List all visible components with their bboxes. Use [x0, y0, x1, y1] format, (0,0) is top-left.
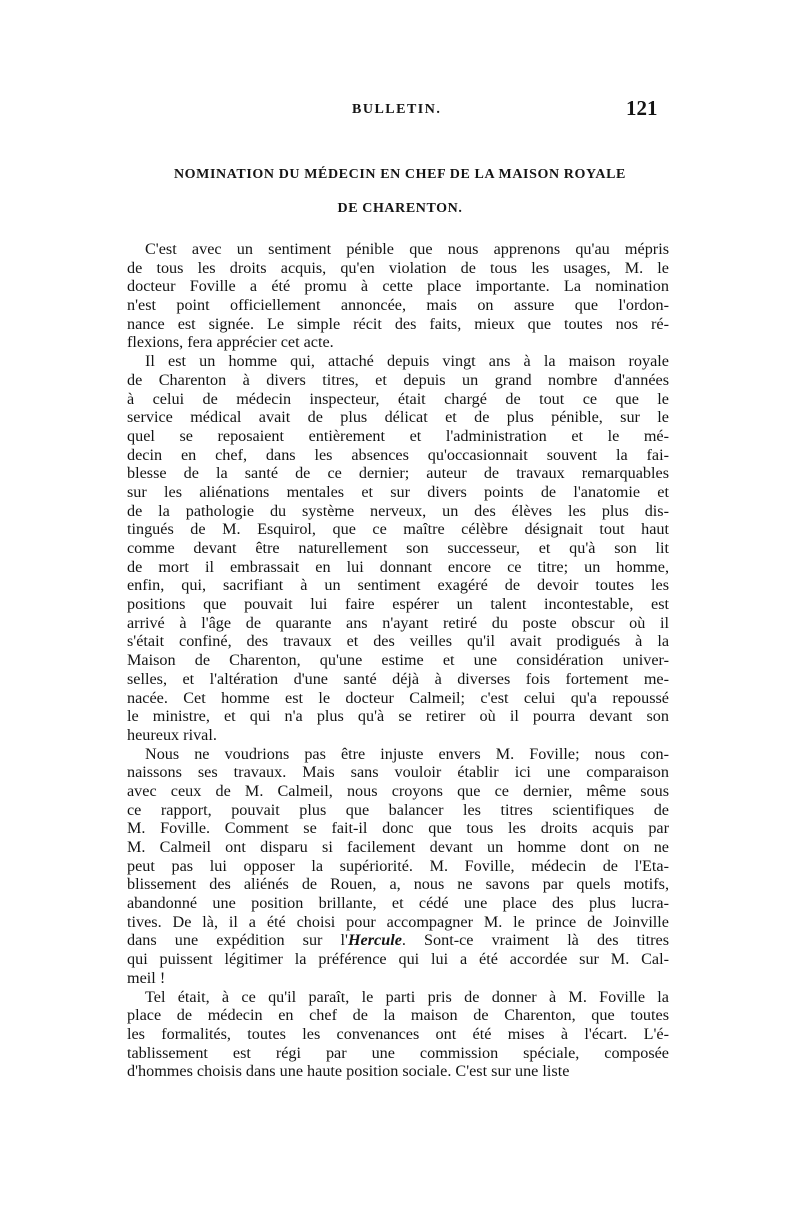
text-line: meil ! — [127, 968, 166, 987]
paragraph — [127, 240, 669, 352]
text-line: s'était confiné, des travaux et des veilles qu'il avait prodigués à la — [127, 632, 669, 651]
text-line: les formalités, toutes les convenances ont été mises à l'écart. L'é- — [127, 1024, 669, 1043]
article-title-line: NOMINATION DU MÉDECIN EN CHEF DE LA MAISON ROYALE — [173, 167, 627, 182]
text-line: de mort il embrassait en lui donnant encore ce titre; un homme, — [127, 557, 669, 576]
text-line: de la pathologie du système nerveux, un des élèves les plus dis- — [127, 501, 669, 520]
text-line: Maison de Charenton, qu'une estime et une considération univer- — [127, 651, 669, 670]
ship-name: Hercule — [347, 931, 402, 950]
text-line: M. Calmeil ont disparu si facilement devant un homme dont on ne — [127, 838, 669, 856]
text-line: comme devant être naturellement son successeur, et qu'à son lit — [127, 539, 669, 557]
text-line: nance est signée. Le simple récit des faits, mieux que toutes nos ré- — [127, 314, 669, 333]
text-line: Tel était, à ce qu'il paraît, le parti pris de donner à M. Foville la — [145, 987, 669, 1006]
text-line: de Charenton à divers titres, et depuis un grand nombre d'années — [127, 370, 669, 389]
text-line: d'hommes choisis dans une haute position sociale. C'est sur une liste — [127, 1062, 570, 1081]
text-line: peut pas lui opposer la supériorité. M. Foville, médecin de l'Eta- — [127, 856, 669, 875]
text-line: flexions, fera apprécier cet acte. — [127, 333, 334, 352]
text-line: service médical avait de plus délicat et de plus pénible, sur le — [127, 408, 669, 427]
text-line: decin en chef, dans les absences qu'occasionnait souvent la fai- — [127, 445, 669, 464]
paragraph — [127, 352, 669, 744]
text-line: nacée. Cet homme est le docteur Calmeil; c'est celui qu'a repoussé — [127, 688, 669, 707]
page-number: 121 — [626, 96, 658, 120]
text-line: blesse de la santé de ce dernier; auteur de travaux remarquables — [127, 464, 669, 483]
running-head — [0, 96, 800, 126]
text-line: docteur Foville a été promu à cette place importante. La nomination — [127, 277, 669, 296]
text-line: arrivé à l'âge de quarante ans n'ayant retiré du poste obscur où il — [127, 613, 669, 632]
text-line: abandonné une position brillante, et cédé une place des plus lucra- — [127, 894, 669, 913]
text-line: naissons ses travaux. Mais sans vouloir établir ici une comparaison — [127, 763, 669, 782]
text-line: blissement des aliénés de Rouen, a, nous ne savons par quels motifs, — [127, 875, 669, 894]
text-line: de tous les droits acquis, qu'en violation de tous les usages, M. le — [127, 258, 669, 277]
text-line: quel se reposaient entièrement et l'administration et le mé- — [127, 426, 669, 445]
text-line: enfin, qui, sacrifiant à un sentiment exagéré de devoir toutes les — [127, 576, 669, 595]
text-line: avec ceux de M. Calmeil, nous croyons que ce dernier, même sous — [127, 781, 669, 800]
article-body — [127, 240, 669, 1081]
text-line: positions que pouvait lui faire espérer un talent incontestable, est — [127, 595, 669, 614]
text-line: qui puissent légitimer la préférence qui lui a été accordée sur M. Cal- — [127, 950, 669, 969]
paragraph — [127, 745, 669, 988]
text-line: le ministre, et qui n'a plus qu'à se retirer où il pourra devant son — [127, 707, 669, 726]
text-line: M. Foville. Comment se fait-il donc que tous les droits acquis par — [127, 819, 669, 838]
text-line: C'est avec un sentiment pénible que nous apprenons qu'au mépris — [145, 240, 669, 258]
text-line: tingués de M. Esquirol, que ce maître célèbre désignait tout haut — [127, 520, 669, 539]
text-line: Nous ne voudrions pas être injuste envers M. Foville; nous con- — [145, 744, 669, 763]
article-title-line: DE CHARENTON. — [337, 201, 463, 216]
text-line: tives. De là, il a été choisi pour accompagner M. le prince de Joinville — [127, 912, 669, 931]
text-line: ce rapport, pouvait plus que balancer les titres scientifiques de — [127, 800, 669, 819]
text-line: sur les aliénations mentales et sur divers points de l'anatomie et — [127, 482, 669, 501]
text-line: dans une expédition sur l'Hercule. Sont-ce vraiment là des titres — [127, 931, 669, 950]
text-line: selles, et l'altération d'une santé déjà à diverses fois fortement me- — [127, 669, 669, 688]
text-line: heureux rival. — [127, 725, 217, 744]
article-title — [120, 158, 680, 226]
paragraph — [127, 988, 669, 1081]
text-line: tablissement est régi par une commission spéciale, composée — [127, 1043, 669, 1062]
text-line: n'est point officiellement annoncée, mais on assure que l'ordon- — [127, 296, 669, 315]
text-line: place de médecin en chef de la maison de Charenton, que toutes — [127, 1006, 669, 1025]
text-line: Il est un homme qui, attaché depuis vingt ans à la maison royale — [145, 352, 669, 371]
text-line: à celui de médecin inspecteur, était chargé de tout ce que le — [127, 389, 669, 408]
running-head-title: BULLETIN. — [352, 102, 442, 117]
